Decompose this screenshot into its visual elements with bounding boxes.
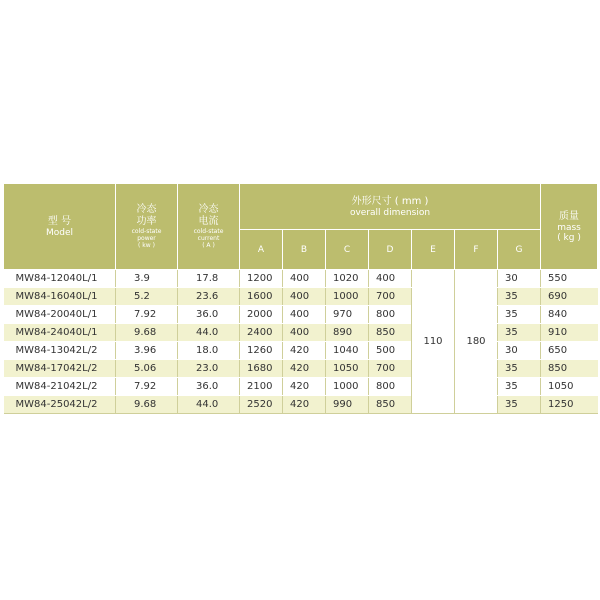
cell-dim-c: 1000 bbox=[326, 378, 369, 396]
cell-dim-a: 1680 bbox=[240, 360, 283, 378]
header-dim-b: B bbox=[283, 230, 326, 270]
header-mass-unit: ( kg ) bbox=[557, 232, 581, 243]
cell-model: MW84-24040L/1 bbox=[4, 324, 116, 342]
cell-dim-b: 400 bbox=[283, 270, 326, 288]
cell-dim-a: 2520 bbox=[240, 396, 283, 414]
cell-dim-a: 1200 bbox=[240, 270, 283, 288]
header-dimension bbox=[240, 184, 541, 230]
table-row bbox=[4, 270, 598, 288]
cell-model: MW84-13042L/2 bbox=[4, 342, 116, 360]
header-dimension-cn: 外形尺寸 ( mm ) bbox=[351, 195, 429, 207]
header-model bbox=[4, 184, 116, 270]
table-row bbox=[4, 378, 598, 396]
cell-dim-c: 970 bbox=[326, 306, 369, 324]
header-dim-f: F bbox=[455, 230, 498, 270]
cell-model: MW84-12040L/1 bbox=[4, 270, 116, 288]
cell-dim-a: 2000 bbox=[240, 306, 283, 324]
cell-dim-c: 1020 bbox=[326, 270, 369, 288]
cell-dim-d: 500 bbox=[369, 342, 412, 360]
cell-dim-g: 35 bbox=[498, 360, 541, 378]
header-power-cn1: 冷态 bbox=[136, 204, 157, 215]
header-current-en2: current bbox=[197, 235, 220, 242]
header-power bbox=[116, 184, 178, 270]
header-current-en1: cold-state bbox=[193, 228, 224, 235]
header-dimension-en: overall dimension bbox=[349, 207, 431, 218]
cell-power: 9.68 bbox=[116, 396, 178, 414]
table-body bbox=[4, 270, 598, 414]
cell-power: 7.92 bbox=[116, 306, 178, 324]
cell-dim-g: 35 bbox=[498, 324, 541, 342]
cell-dim-d: 800 bbox=[369, 378, 412, 396]
cell-dim-c: 1040 bbox=[326, 342, 369, 360]
cell-dim-c: 990 bbox=[326, 396, 369, 414]
cell-power: 5.06 bbox=[116, 360, 178, 378]
cell-current: 44.0 bbox=[178, 396, 240, 414]
cell-model: MW84-16040L/1 bbox=[4, 288, 116, 306]
cell-mass: 550 bbox=[541, 270, 598, 288]
spec-table bbox=[3, 183, 598, 414]
cell-dim-b: 420 bbox=[283, 360, 326, 378]
header-model-en: Model bbox=[45, 227, 74, 238]
cell-dim-g: 30 bbox=[498, 342, 541, 360]
cell-dim-g: 35 bbox=[498, 378, 541, 396]
cell-model: MW84-17042L/2 bbox=[4, 360, 116, 378]
cell-mass: 850 bbox=[541, 360, 598, 378]
cell-current: 23.0 bbox=[178, 360, 240, 378]
cell-dim-e: 110 bbox=[412, 270, 455, 414]
cell-current: 36.0 bbox=[178, 306, 240, 324]
cell-dim-b: 400 bbox=[283, 324, 326, 342]
header-mass bbox=[541, 184, 598, 270]
cell-dim-g: 30 bbox=[498, 270, 541, 288]
cell-dim-b: 400 bbox=[283, 288, 326, 306]
cell-dim-b: 400 bbox=[283, 306, 326, 324]
table-row bbox=[4, 324, 598, 342]
header-dim-a: A bbox=[240, 230, 283, 270]
header-power-en2: power bbox=[137, 235, 156, 242]
header-mass-en: mass bbox=[557, 222, 581, 233]
cell-dim-c: 890 bbox=[326, 324, 369, 342]
cell-mass: 910 bbox=[541, 324, 598, 342]
cell-current: 17.8 bbox=[178, 270, 240, 288]
header-dim-e: E bbox=[412, 230, 455, 270]
cell-current: 23.6 bbox=[178, 288, 240, 306]
header-power-unit: ( kw ) bbox=[138, 242, 155, 249]
cell-dim-g: 35 bbox=[498, 288, 541, 306]
cell-dim-b: 420 bbox=[283, 378, 326, 396]
cell-mass: 1250 bbox=[541, 396, 598, 414]
table-row bbox=[4, 288, 598, 306]
header-current-cn2: 电流 bbox=[198, 216, 219, 227]
cell-dim-d: 700 bbox=[369, 288, 412, 306]
cell-current: 36.0 bbox=[178, 378, 240, 396]
cell-power: 9.68 bbox=[116, 324, 178, 342]
cell-power: 7.92 bbox=[116, 378, 178, 396]
cell-dim-b: 420 bbox=[283, 342, 326, 360]
table-row bbox=[4, 396, 598, 414]
cell-power: 3.96 bbox=[116, 342, 178, 360]
table-row bbox=[4, 360, 598, 378]
header-model-cn: 型 号 bbox=[47, 215, 72, 227]
header-power-en1: cold-state bbox=[131, 228, 162, 235]
header-dim-d: D bbox=[369, 230, 412, 270]
cell-mass: 1050 bbox=[541, 378, 598, 396]
cell-dim-c: 1000 bbox=[326, 288, 369, 306]
cell-dim-a: 2400 bbox=[240, 324, 283, 342]
cell-dim-a: 1260 bbox=[240, 342, 283, 360]
cell-mass: 840 bbox=[541, 306, 598, 324]
cell-mass: 690 bbox=[541, 288, 598, 306]
header-dim-c: C bbox=[326, 230, 369, 270]
cell-current: 44.0 bbox=[178, 324, 240, 342]
cell-model: MW84-21042L/2 bbox=[4, 378, 116, 396]
cell-dim-g: 35 bbox=[498, 306, 541, 324]
cell-dim-d: 400 bbox=[369, 270, 412, 288]
table-row bbox=[4, 306, 598, 324]
header-current bbox=[178, 184, 240, 270]
header-current-cn1: 冷态 bbox=[198, 204, 219, 215]
header-current-unit: ( A ) bbox=[202, 242, 215, 249]
cell-dim-a: 2100 bbox=[240, 378, 283, 396]
cell-power: 3.9 bbox=[116, 270, 178, 288]
table-header bbox=[4, 184, 598, 270]
header-mass-cn: 质量 bbox=[559, 210, 580, 222]
header-dim-g: G bbox=[498, 230, 541, 270]
cell-dim-d: 800 bbox=[369, 306, 412, 324]
header-power-cn2: 功率 bbox=[136, 216, 157, 227]
cell-dim-d: 700 bbox=[369, 360, 412, 378]
cell-dim-c: 1050 bbox=[326, 360, 369, 378]
cell-dim-d: 850 bbox=[369, 396, 412, 414]
cell-model: MW84-25042L/2 bbox=[4, 396, 116, 414]
cell-dim-b: 420 bbox=[283, 396, 326, 414]
cell-dim-d: 850 bbox=[369, 324, 412, 342]
table-row bbox=[4, 342, 598, 360]
cell-current: 18.0 bbox=[178, 342, 240, 360]
cell-power: 5.2 bbox=[116, 288, 178, 306]
cell-dim-g: 35 bbox=[498, 396, 541, 414]
cell-model: MW84-20040L/1 bbox=[4, 306, 116, 324]
cell-dim-a: 1600 bbox=[240, 288, 283, 306]
cell-dim-f: 180 bbox=[455, 270, 498, 414]
cell-mass: 650 bbox=[541, 342, 598, 360]
